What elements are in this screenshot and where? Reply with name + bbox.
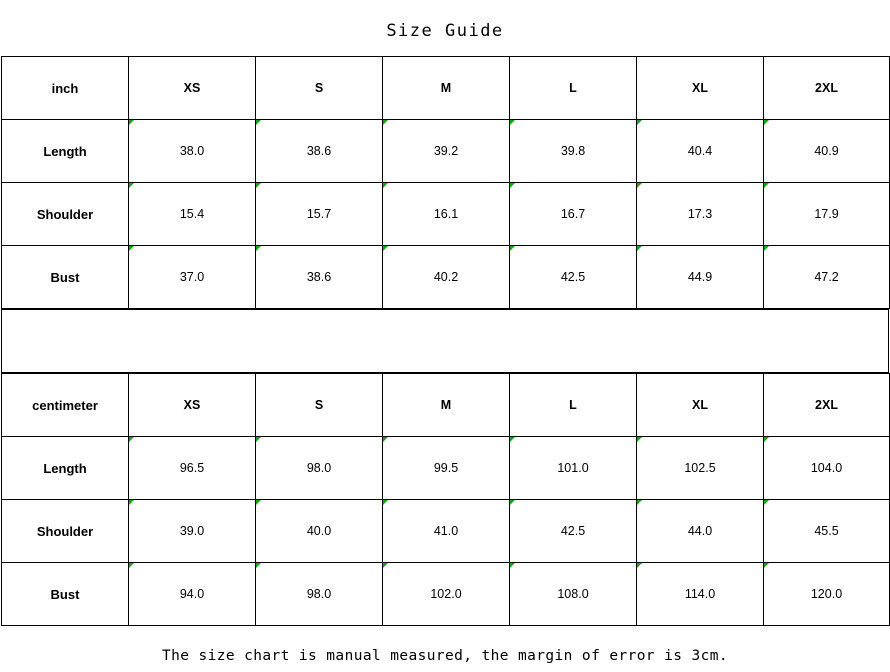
cell-bust-2xl [764,246,890,309]
cell-text: 104.0 [810,461,843,475]
corner-marker-icon [129,437,134,442]
corner-marker-icon [129,563,134,568]
table-gap-spacer [0,309,890,373]
cell-length-xs [129,120,256,183]
column-header-m: M [383,57,510,120]
column-header-m: M [383,374,510,437]
inch-size-table [1,56,890,309]
corner-marker-icon [256,500,261,505]
cell-length-s [256,437,383,500]
corner-marker-icon [510,120,515,125]
cell-text: 38.6 [306,270,332,284]
column-header-2xl: 2XL [764,374,890,437]
cell-text: 96.5 [179,461,205,475]
cell-text: 40.9 [814,144,839,158]
cell-bust-2xl [764,563,890,626]
corner-marker-icon [764,437,769,442]
table-row [2,246,890,309]
cell-text: 40.4 [687,144,713,158]
cell-shoulder-l [510,500,637,563]
row-label-bust: Bust [2,246,129,309]
table-row [2,437,890,500]
corner-marker-icon [129,500,134,505]
cell-length-s [256,120,383,183]
corner-marker-icon [510,563,515,568]
cell-text: 42.5 [560,524,586,538]
cell-shoulder-2xl [764,500,890,563]
cell-text: 44.0 [687,524,713,538]
centimeter-table-wrapper [0,373,890,626]
column-header-2xl: 2XL [764,57,890,120]
corner-marker-icon [129,120,134,125]
cell-shoulder-m [383,500,510,563]
cell-text: 39.8 [560,144,586,158]
corner-marker-icon [510,500,515,505]
corner-marker-icon [637,437,642,442]
corner-marker-icon [383,500,388,505]
cell-text: 44.9 [687,270,713,284]
cell-text: 98.0 [306,461,332,475]
table-row [2,563,890,626]
row-label-length: Length [2,437,129,500]
cell-text: 108.0 [557,587,589,601]
column-header-xl: XL [637,57,764,120]
cell-length-xl [637,120,764,183]
cell-bust-xl [637,563,764,626]
cell-bust-xl [637,246,764,309]
spacer-row [2,310,889,373]
corner-marker-icon [510,246,515,251]
cell-text: 16.7 [560,207,586,221]
cell-text: 41.0 [433,524,459,538]
corner-marker-icon [637,120,642,125]
cell-length-2xl [764,120,890,183]
page-title: Size Guide [386,21,504,41]
cell-bust-xs [129,563,256,626]
table-row [2,500,890,563]
column-header-xl: XL [637,374,764,437]
cell-length-l [510,437,637,500]
cell-shoulder-m [383,183,510,246]
corner-marker-icon [764,246,769,251]
cell-text: 94.0 [179,587,205,601]
corner-marker-icon [510,183,515,188]
cell-shoulder-2xl [764,183,890,246]
cell-length-m [383,437,510,500]
cell-length-l [510,120,637,183]
table-header-row [2,374,890,437]
cell-bust-m [383,563,510,626]
corner-marker-icon [764,500,769,505]
cell-text: 47.2 [814,270,839,284]
cell-shoulder-s [256,183,383,246]
cell-shoulder-s [256,500,383,563]
cell-length-2xl [764,437,890,500]
inch-table-wrapper [0,56,890,309]
cell-text: 40.0 [306,524,332,538]
unit-label-centimeter: centimeter [2,374,129,437]
cell-text: 39.0 [179,524,205,538]
cell-text: 37.0 [179,270,205,284]
corner-marker-icon [256,120,261,125]
corner-marker-icon [764,120,769,125]
corner-marker-icon [256,563,261,568]
corner-marker-icon [383,183,388,188]
row-label-length: Length [2,120,129,183]
cell-bust-xs [129,246,256,309]
corner-marker-icon [637,246,642,251]
cell-text: 102.5 [684,461,716,475]
corner-marker-icon [256,183,261,188]
table-row [2,183,890,246]
cell-bust-s [256,563,383,626]
corner-marker-icon [256,246,261,251]
corner-marker-icon [764,183,769,188]
cell-length-xs [129,437,256,500]
cell-text: 40.2 [433,270,459,284]
column-header-xs: XS [129,57,256,120]
cell-text: 16.1 [433,207,459,221]
cell-bust-l [510,246,637,309]
corner-marker-icon [383,563,388,568]
cell-text: 120.0 [810,587,843,601]
corner-marker-icon [129,183,134,188]
corner-marker-icon [129,246,134,251]
column-header-xs: XS [129,374,256,437]
column-header-l: L [510,57,637,120]
cell-text: 39.2 [433,144,459,158]
cell-text: 17.3 [687,207,713,221]
corner-marker-icon [637,500,642,505]
cell-bust-l [510,563,637,626]
cell-bust-m [383,246,510,309]
corner-marker-icon [637,563,642,568]
cell-bust-s [256,246,383,309]
cell-text: 102.0 [430,587,462,601]
measurement-disclaimer: The size chart is manual measured, the margin of error is 3cm. [161,648,729,664]
cell-shoulder-xs [129,183,256,246]
column-header-s: S [256,374,383,437]
corner-marker-icon [637,183,642,188]
corner-marker-icon [764,563,769,568]
cell-length-xl [637,437,764,500]
centimeter-size-table [1,373,890,626]
cell-text: 15.4 [179,207,205,221]
cell-shoulder-xs [129,500,256,563]
cell-text: 45.5 [814,524,839,538]
cell-text: 114.0 [684,587,716,601]
cell-length-m [383,120,510,183]
cell-text: 15.7 [306,207,332,221]
cell-text: 99.5 [433,461,459,475]
corner-marker-icon [383,437,388,442]
cell-text: 98.0 [306,587,332,601]
cell-text: 101.0 [557,461,589,475]
corner-marker-icon [256,437,261,442]
column-header-l: L [510,374,637,437]
cell-shoulder-xl [637,500,764,563]
cell-text: 38.6 [306,144,332,158]
table-header-row [2,57,890,120]
spacer-cell [2,310,889,373]
column-header-s: S [256,57,383,120]
cell-shoulder-l [510,183,637,246]
table-row [2,120,890,183]
row-label-shoulder: Shoulder [2,500,129,563]
cell-shoulder-xl [637,183,764,246]
cell-text: 42.5 [560,270,586,284]
unit-label-inch: inch [2,57,129,120]
row-label-bust: Bust [2,563,129,626]
row-label-shoulder: Shoulder [2,183,129,246]
corner-marker-icon [510,437,515,442]
corner-marker-icon [383,246,388,251]
cell-text: 17.9 [814,207,839,221]
cell-text: 38.0 [179,144,205,158]
corner-marker-icon [383,120,388,125]
